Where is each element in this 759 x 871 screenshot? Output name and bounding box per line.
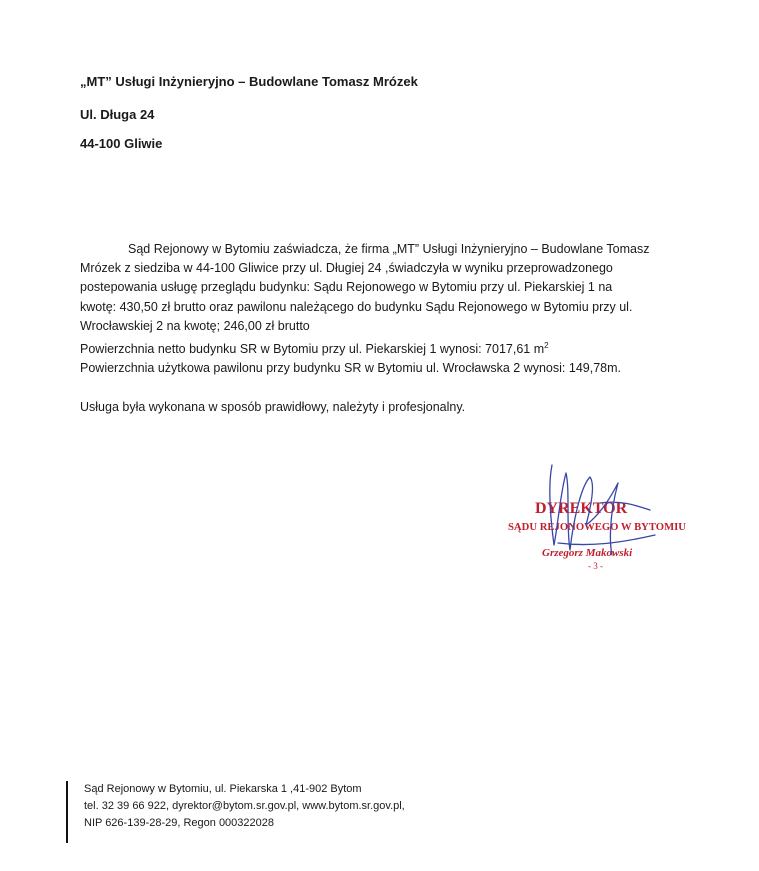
footer bbox=[66, 781, 405, 843]
recipient-city: 44-100 Gliwie bbox=[80, 136, 163, 151]
body-line: kwotę: 430,50 zł brutto oraz pawilonu należącego do budynku Sądu Rejonowego w Bytomiu przy ul. bbox=[80, 299, 633, 314]
recipient-street: Ul. Długa 24 bbox=[80, 107, 155, 122]
stamp-code: - 3 - bbox=[588, 561, 603, 571]
footer-registry: NIP 626-139-28-29, Regon 000322028 bbox=[84, 817, 275, 829]
recipient-company: „MT” Usługi Inżynieryjno – Budowlane Tomasz Mrózek bbox=[80, 74, 418, 89]
stamp-name: Grzegorz Makowski bbox=[542, 547, 633, 559]
closing-statement: Usługa była wykonana w sposób prawidłowy, należyty i profesjonalny. bbox=[80, 399, 466, 414]
net-area-line bbox=[80, 336, 690, 359]
usable-area-line: Powierzchnia użytkowa pawilonu przy budynku SR w Bytomiu ul. Wrocławska 2 wynosi: 149,78m. bbox=[80, 361, 621, 376]
body-line: Mrózek z siedziba w 44-100 Gliwice przy ul. Długiej 24 ,świadczyła w wyniku przeprowadzonego bbox=[80, 261, 613, 276]
footer-address: Sąd Rejonowy w Bytomiu, ul. Piekarska 1 ,41-902 Bytom bbox=[84, 783, 362, 795]
body-line: Sąd Rejonowy w Bytomiu zaświadcza, że firma „MT” Usługi Inżynieryjno – Budowlane Tomasz bbox=[128, 242, 650, 256]
body-line: Wrocławskiej 2 na kwotę; 246,00 zł brutto bbox=[80, 318, 310, 333]
body-line: postepowania usługę przeglądu budynku: Sądu Rejonowego w Bytomiu przy ul. Piekarskiej 1 na bbox=[80, 280, 613, 295]
footer-contact: tel. 32 39 66 922, dyrektor@bytom.sr.gov.pl, www.bytom.sr.gov.pl, bbox=[84, 800, 405, 812]
stamp-and-signature bbox=[500, 455, 700, 595]
net-area-text: Powierzchnia netto budynku SR w Bytomiu przy ul. Piekarskiej 1 wynosi: 7017,61 m bbox=[80, 342, 545, 357]
stamp-court: SĄDU REJONOWEGO W BYTOMIU bbox=[508, 522, 687, 533]
superscript-2: 2 bbox=[544, 341, 549, 351]
certificate-body bbox=[80, 240, 690, 417]
stamp-title: DYREKTOR bbox=[535, 500, 628, 517]
